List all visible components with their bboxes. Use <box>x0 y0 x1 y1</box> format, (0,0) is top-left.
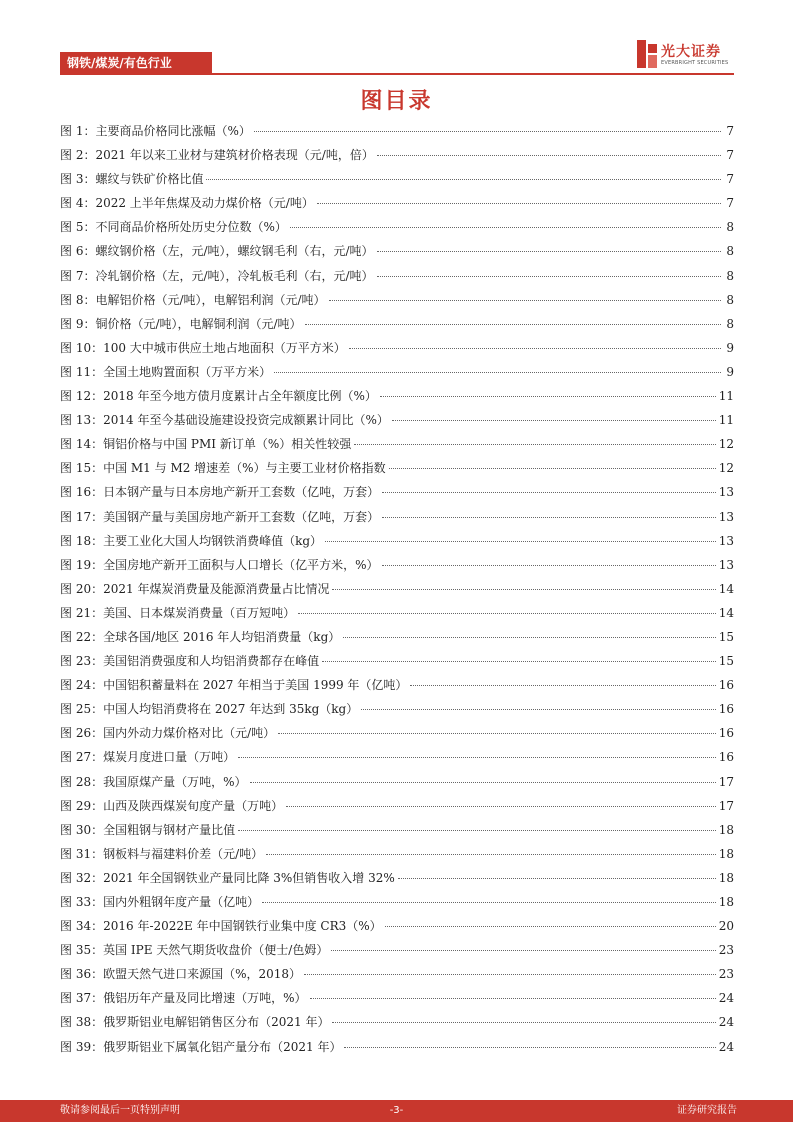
toc-entry-page: 18 <box>718 895 734 909</box>
toc-leader-dots <box>262 901 716 903</box>
toc-entry[interactable] <box>60 986 734 1010</box>
toc-entry-page: 13 <box>718 509 734 524</box>
toc-entry[interactable] <box>60 480 734 504</box>
toc-entry[interactable] <box>60 577 734 601</box>
toc-leader-dots <box>377 250 721 252</box>
toc-entry-page: 7 <box>726 172 734 187</box>
toc-entry[interactable] <box>60 673 734 697</box>
toc-entry-page: 11 <box>718 389 734 404</box>
toc-entry-page: 15 <box>718 629 734 644</box>
toc-leader-dots <box>377 154 721 156</box>
toc-entry-title: 图 3：螺纹与铁矿价格比值 <box>60 172 204 187</box>
toc-entry[interactable] <box>60 408 734 432</box>
toc-entry[interactable] <box>60 625 734 649</box>
toc-leader-dots <box>410 684 715 686</box>
toc-entry-title: 图 26：国内外动力煤价格对比（元/吨） <box>60 726 276 741</box>
toc-entry-title: 图 1：主要商品价格同比涨幅（%） <box>60 124 251 138</box>
toc-entry[interactable] <box>60 770 734 794</box>
toc-entry-title: 图 39：俄罗斯铝业下属氧化铝产量分布（2021 年） <box>60 1039 342 1054</box>
toc-entry-page: 18 <box>718 846 734 861</box>
toc-entry[interactable] <box>60 264 734 288</box>
toc-leader-dots <box>331 949 715 951</box>
toc-leader-dots <box>238 829 716 831</box>
toc-leader-dots <box>385 925 716 927</box>
toc-leader-dots <box>398 877 716 879</box>
toc-entry-page: 18 <box>718 822 734 837</box>
toc-entry-page: 8 <box>726 220 734 235</box>
toc-entry-title: 图 17：美国钢产量与美国房地产新开工套数（亿吨，万套） <box>60 509 380 524</box>
toc-entry-title: 图 19：全国房地产新开工面积与人口增长（亿平方米，%） <box>60 557 379 572</box>
toc-entry-title: 图 21：美国、日本煤炭消费量（百万短吨） <box>60 605 296 620</box>
footer-disclaimer: 敬请参阅最后一页特别声明 <box>60 1105 180 1116</box>
toc-entry[interactable] <box>60 649 734 673</box>
toc-entry-title: 图 24：中国铝积蓄量料在 2027 年相当于美国 1999 年（亿吨） <box>60 678 408 693</box>
toc-entry-page: 16 <box>718 750 734 765</box>
toc-entry-title: 图 8：电解铝价格（元/吨），电解铝利润（元/吨） <box>60 292 326 307</box>
toc-entry-title: 图 22：全球各国/地区 2016 年人均铝消费量（kg） <box>60 629 341 644</box>
toc-entry-page: 8 <box>726 292 734 307</box>
toc-leader-dots <box>254 130 721 132</box>
toc-leader-dots <box>290 226 721 228</box>
toc-entry[interactable] <box>60 890 734 914</box>
toc-leader-dots <box>343 636 715 638</box>
toc-entry-page: 15 <box>718 654 734 669</box>
toc-leader-dots <box>382 564 716 566</box>
toc-entry-title: 图 2：2021 年以来工业材与建筑材价格表现（元/吨，倍） <box>60 148 374 163</box>
toc-entry[interactable] <box>60 721 734 745</box>
toc-leader-dots <box>392 419 716 421</box>
toc-entry-page: 11 <box>718 413 734 428</box>
toc-entry-page: 20 <box>718 919 734 934</box>
toc-entry[interactable] <box>60 866 734 890</box>
toc-entry-title: 图 11：全国土地购置面积（万平方米） <box>60 364 272 379</box>
toc-entry-title: 图 6：螺纹钢价格（左，元/吨），螺纹钢毛利（右，元/吨） <box>60 244 374 259</box>
toc-entry-title: 图 30：全国粗钢与钢材产量比值 <box>60 822 236 837</box>
toc-leader-dots <box>382 516 716 518</box>
toc-leader-dots <box>266 853 716 855</box>
toc-entry-title: 图 14：铜铝价格与中国 PMI 新订单（%）相关性较强 <box>60 437 352 452</box>
toc-entry-title: 图 7：冷轧钢价格（左，元/吨），冷轧板毛利（右，元/吨） <box>60 268 374 283</box>
header-rule <box>60 73 734 75</box>
toc-entry-title: 图 10：100 大中城市供应土地占地面积（万平方米） <box>60 340 346 355</box>
toc-entry-title: 图 23：美国铝消费强度和人均铝消费都存在峰值 <box>60 654 320 669</box>
toc-entry-page: 23 <box>718 943 734 958</box>
toc-entry-page: 18 <box>718 870 734 885</box>
toc-leader-dots <box>317 202 721 204</box>
toc-leader-dots <box>286 805 716 807</box>
toc-entry-title: 图 37：俄铝历年产量及同比增速（万吨，%） <box>60 991 307 1006</box>
toc-entry-page: 7 <box>726 196 734 211</box>
toc-entry-page: 24 <box>718 1015 734 1030</box>
toc-entry[interactable] <box>60 143 734 167</box>
toc-entry-page: 13 <box>718 533 734 548</box>
toc-entry[interactable] <box>60 601 734 625</box>
toc-entry-title: 图 27：煤炭月度进口量（万吨） <box>60 750 236 765</box>
toc-leader-dots <box>354 443 716 445</box>
figure-list <box>60 119 734 1059</box>
toc-entry[interactable] <box>60 745 734 769</box>
toc-entry-page: 13 <box>718 485 734 500</box>
toc-leader-dots <box>305 323 721 325</box>
toc-entry[interactable] <box>60 432 734 456</box>
toc-entry[interactable] <box>60 239 734 263</box>
toc-entry-title: 图 5：不同商品价格所处历史分位数（%） <box>60 220 287 235</box>
toc-entry[interactable] <box>60 456 734 480</box>
toc-entry-page: 9 <box>726 340 734 355</box>
toc-leader-dots <box>377 275 721 277</box>
toc-entry[interactable] <box>60 818 734 842</box>
toc-entry[interactable] <box>60 842 734 866</box>
toc-entry-page: 23 <box>718 967 734 982</box>
toc-entry-page: 9 <box>726 364 734 379</box>
brand-name-cn: 光大证券 <box>661 44 721 60</box>
section-tag: 钢铁/煤炭/有色行业 <box>60 52 212 74</box>
toc-leader-dots <box>361 708 715 710</box>
brand-logo <box>637 38 737 70</box>
toc-entry-page: 16 <box>718 702 734 717</box>
toc-leader-dots <box>278 732 716 734</box>
brand-name-en: EVERBRIGHT SECURITIES <box>661 60 729 66</box>
toc-leader-dots <box>206 178 721 180</box>
toc-entry-page: 8 <box>726 268 734 283</box>
toc-leader-dots <box>250 781 716 783</box>
toc-entry-page: 7 <box>726 124 734 138</box>
footer-bar <box>0 1100 793 1122</box>
toc-entry-title: 图 38：俄罗斯铝业电解铝销售区分布（2021 年） <box>60 1015 330 1030</box>
toc-entry[interactable] <box>60 505 734 529</box>
toc-leader-dots <box>322 660 716 662</box>
toc-entry-page: 8 <box>726 244 734 259</box>
toc-entry-page: 16 <box>718 726 734 741</box>
toc-entry[interactable] <box>60 1010 734 1034</box>
toc-entry-title: 图 33：国内外粗钢年度产量（亿吨） <box>60 895 260 909</box>
toc-entry-title: 图 12：2018 年至今地方债月度累计占全年额度比例（%） <box>60 389 377 404</box>
toc-entry-page: 7 <box>726 148 734 163</box>
toc-entry[interactable] <box>60 215 734 239</box>
toc-leader-dots <box>325 540 716 542</box>
toc-leader-dots <box>332 588 715 590</box>
toc-entry-title: 图 36：欧盟天然气进口来源国（%，2018） <box>60 967 302 982</box>
toc-entry-title: 图 31：钢板料与福建料价差（元/吨） <box>60 846 264 861</box>
toc-entry-page: 12 <box>718 461 734 476</box>
toc-entry-title: 图 9：铜价格（元/吨），电解铜利润（元/吨） <box>60 316 302 331</box>
toc-entry[interactable] <box>60 794 734 818</box>
toc-entry-page: 17 <box>718 798 734 813</box>
toc-entry-page: 17 <box>718 774 734 789</box>
toc-entry[interactable] <box>60 914 734 938</box>
toc-leader-dots <box>298 612 716 614</box>
toc-entry[interactable] <box>60 529 734 553</box>
toc-entry[interactable] <box>60 336 734 360</box>
toc-leader-dots <box>332 1021 715 1023</box>
toc-entry[interactable] <box>60 1035 734 1059</box>
toc-entry-page: 24 <box>718 991 734 1006</box>
toc-entry[interactable] <box>60 312 734 336</box>
toc-entry[interactable] <box>60 553 734 577</box>
toc-leader-dots <box>238 756 716 758</box>
toc-entry-title: 图 32：2021 年全国钢铁业产量同比降 3%但销售收入增 32% <box>60 870 395 885</box>
toc-entry[interactable] <box>60 288 734 312</box>
toc-entry[interactable] <box>60 962 734 986</box>
toc-entry-title: 图 18：主要工业化大国人均钢铁消费峰值（kg） <box>60 533 323 548</box>
toc-entry-page: 14 <box>718 605 734 620</box>
toc-leader-dots <box>274 371 721 373</box>
toc-entry-title: 图 25：中国人均铝消费将在 2027 年达到 35kg（kg） <box>60 702 359 717</box>
toc-entry-page: 13 <box>718 557 734 572</box>
toc-leader-dots <box>304 973 716 975</box>
toc-entry-title: 图 4：2022 上半年焦煤及动力煤价格（元/吨） <box>60 196 314 211</box>
toc-leader-dots <box>310 997 716 999</box>
toc-entry-title: 图 28：我国原煤产量（万吨，%） <box>60 774 247 789</box>
toc-entry[interactable] <box>60 938 734 962</box>
toc-entry-title: 图 34：2016 年-2022E 年中国钢铁行业集中度 CR3（%） <box>60 919 382 934</box>
toc-entry[interactable] <box>60 119 734 143</box>
toc-entry[interactable] <box>60 167 734 191</box>
toc-leader-dots <box>382 491 716 493</box>
toc-entry-title: 图 16：日本钢产量与日本房地产新开工套数（亿吨，万套） <box>60 485 380 500</box>
toc-leader-dots <box>380 395 716 397</box>
footer-page-number: -3- <box>389 1105 404 1116</box>
toc-entry[interactable] <box>60 697 734 721</box>
toc-leader-dots <box>389 467 716 469</box>
toc-entry-title: 图 13：2014 年至今基础设施建设投资完成额累计同比（%） <box>60 413 389 428</box>
footer-report-type: 证券研究报告 <box>677 1105 737 1116</box>
page-title: 图目录 <box>360 89 433 114</box>
toc-entry-page: 16 <box>718 678 734 693</box>
toc-entry-page: 12 <box>718 437 734 452</box>
toc-entry-page: 8 <box>726 316 734 331</box>
toc-entry-title: 图 29：山西及陕西煤炭旬度产量（万吨） <box>60 798 284 813</box>
toc-entry-title: 图 20：2021 年煤炭消费量及能源消费量占比情况 <box>60 581 330 596</box>
toc-entry-title: 图 15：中国 M1 与 M2 增速差（%）与主要工业材价格指数 <box>60 461 386 476</box>
toc-entry-page: 14 <box>718 581 734 596</box>
toc-entry[interactable] <box>60 360 734 384</box>
toc-entry[interactable] <box>60 191 734 215</box>
toc-entry-title: 图 35：英国 IPE 天然气期货收盘价（便士/色姆） <box>60 943 329 958</box>
brand-mark-icon <box>637 40 657 68</box>
toc-leader-dots <box>349 347 721 349</box>
toc-entry-page: 24 <box>718 1039 734 1054</box>
toc-leader-dots <box>344 1046 715 1048</box>
toc-entry[interactable] <box>60 384 734 408</box>
toc-leader-dots <box>329 299 721 301</box>
